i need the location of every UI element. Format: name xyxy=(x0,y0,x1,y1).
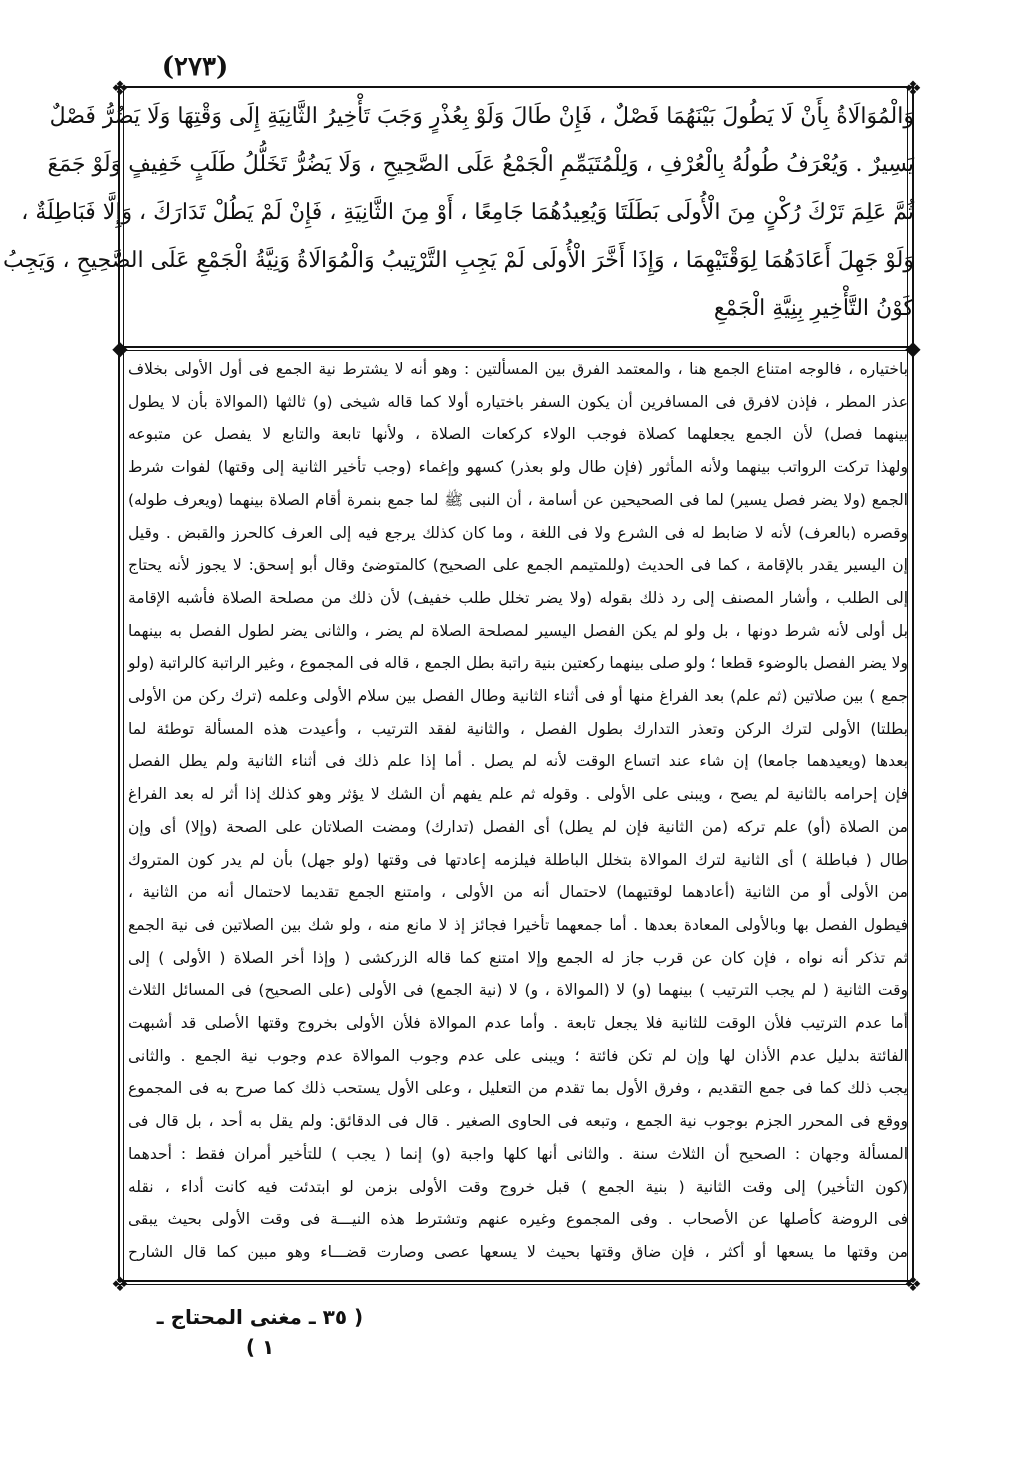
sharh-text-block xyxy=(128,356,908,1274)
sharh-line: المسألة وجهان : الصحيح أن الثلاث سنة . والثانى أنها كلها واجبة (و) إنما ( يجب ) للتأخير أمران فقط : أحدهما xyxy=(128,1144,908,1163)
sharh-line: وقصره (بالعرف) لأنه لا ضابط له فى الشرع ولا فى اللغة ، وما كان كذلك يرجع فيه إلى العرف كالحرز والقبض . وقيل xyxy=(128,523,908,542)
sharh-line: ولا يضر الفصل بالوضوء قطعا ؛ ولو صلى بينهما ركعتين بنية راتبة بطل الجمع ، قاله فى المجموع ، وغير الراتبة كالراتبة (ولو xyxy=(128,654,908,673)
sharh-line: فيطول الفصل بها وبالأولى المعادة بعدها . أما جمعهما تأخيرا فجائز إذ لا مانع منه ، ولو شك بين الصلاتين فى نية الجمع xyxy=(128,915,908,934)
footer-signature: ( ٣٥ ـ مغنى المحتاج ـ ١ ) xyxy=(156,1305,364,1359)
sharh-line: إلى الطلب ، وأشار المصنف إلى رد ذلك بقوله (ولا يضر تخلل طلب خفيف) لأن ذلك من مصلحة الصلاة فأشبه الإقامة xyxy=(128,588,908,607)
sharh-line: يجب ذلك كما فى جمع التقديم ، وفرق الأول بما تقدم من التعليل ، وعلى الأول يستحب ذلك كما صرح به فى المجموع xyxy=(128,1079,908,1098)
sharh-line: ولهذا تركت الرواتب بينهما ولأنه المأثور (فإن طال ولو بعذر) كسهو وإغماء (وجب تأخير الثانية إلى وقتها) لفوات شرط xyxy=(128,458,908,477)
ornament-mid-left-icon: ◆ xyxy=(112,336,128,360)
sharh-line: ووقع فى المحرر الجزم بوجوب نية الجمع ، وتبعه فى الحاوى الصغير . قال فى الدقائق: ولم يقل به أحد ، بل قال فى xyxy=(128,1112,908,1131)
matn-sharh-separator-thin xyxy=(118,350,914,351)
matn-sharh-separator xyxy=(118,346,914,348)
sharh-line: (كون التأخير) إلى وقت الثانية ( بنية الجمع ) قبل خروج وقت الأولى بزمن لو ابتدئت فيه كانت أداء ، نقله xyxy=(128,1177,908,1196)
sharh-line: فى الروضة كأصلها عن الأصحاب . وفى المجموع وغيره عنهم وتشترط هذه النيـــة فى وقت الأولى بحيث يبقى xyxy=(128,1210,908,1229)
ornament-top-right-icon: ❖ xyxy=(904,76,922,100)
sharh-line: بعدها (ويعيدهما جامعا) إن شاء عند اتساع الوقت لأنه لم يصل . أما إذا علم ذلك فى أثناء الثانية ولم يطل الفصل xyxy=(128,752,908,771)
matn-text-block xyxy=(3,92,914,344)
sharh-line: الجمع (ولا يضر فصل يسير) لما فى الصحيحين عن أسامة ، أن النبى ﷺ لما جمع بنمرة أقام الصلاة بينهما (ويعرف طوله) xyxy=(128,490,908,509)
frame-bottom-rule xyxy=(118,1280,914,1282)
sharh-line: عذر المطر ، فإذن لافرق فى المسافرين أن يكون السفر باختياره أولا كما قاله شيخى (و) ثالثها (الموالاة بأن لا يطول xyxy=(128,392,908,411)
sharh-line: إن اليسير يقدر بالإقامة ، كما فى الحديث (وللمتيمم الجمع على الصحيح) كالمتوضئ وقال أبو إسحق: لا يجوز لأنه يحتاج xyxy=(128,556,908,575)
matn-line: ثُمَّ عَلِمَ تَرْكَ رُكْنٍ مِنَ الْأُولَى بَطَلَتَا وَيُعِيدُهُمَا جَامِعًا ، أَوْ مِنَ الثَّانِيَةِ ، فَإِنْ لَمْ يَطُلْ تَدَارَكَ ، وَإِلَّا فَبَاطِلَةٌ ، xyxy=(21,200,914,225)
sharh-line: طال ( فباطلة ) أى الثانية لترك الموالاة بتخلل الباطلة فيلزمه إعادتها فى وقتها (ولو جهل) بأن لم يدر كون المتروك xyxy=(128,850,908,869)
ornament-mid-right-icon: ◆ xyxy=(905,336,921,360)
matn-line: كَوْنُ التَّأْخِيرِ بِنِيَّةِ الْجَمْعِ xyxy=(713,296,914,321)
sharh-line: ثم تذكر أنه نواه ، فإن كان عن قرب جاز له الجمع وإلا امتنع كما قاله الزركشى ( وإذا أخر الصلاة ( الأولى ) إلى xyxy=(128,948,908,967)
sharh-line: الفائتة بدليل عدم الأذان لها وإن لم تكن فائتة ؛ ويبنى على عدم وجوب الموالاة عدم وجوب نية الجمع . والثانى xyxy=(128,1046,908,1065)
sharh-line: بل أولى لأنه شرط دونها ، بل ولو لم يكن الفصل اليسير لمصلحة الصلاة لم يضر ، والثانى يضر لطول الفصل به بينهما xyxy=(128,621,908,640)
sharh-line: جمع ) بين صلاتين (ثم علم) بعد الفراغ منها أو فى أثناء الثانية وطال الفصل بين سلام الأولى وعلمه (ترك ركن من الأولى xyxy=(128,687,908,705)
sharh-line: من وقتها ما يسعها أو أكثر ، فإن ضاق وقتها بحيث لا يسعها عصى وصارت قضـــاء وهو مبين كما قال الشارح xyxy=(128,1242,908,1261)
ornament-bottom-left-icon: ❖ xyxy=(111,1272,129,1296)
sharh-line: بطلتا) الأولى لترك الركن وتعذر التدارك بطول الفصل ، والثانية لفقد الترتيب ، وأعيدت هذه المسألة توطئة لما xyxy=(128,719,908,738)
sharh-line: فإن إحرامه بالثانية لم يصح ، ويبنى على الأولى . وقوله ثم علم يفهم أن الشك لا يؤثر وهو كذلك إذا أثر له بعد الفراغ xyxy=(128,785,908,804)
sharh-line: بينهما فصل) لأن الجمع يجعلهما كصلاة فوجب الولاء كركعات الصلاة ، ولأنها تابعة والتابع لا يفصل عن متبوعه xyxy=(128,425,908,444)
frame-bottom-rule-thin xyxy=(118,1284,914,1285)
matn-line: يَسِيرٌ . وَيُعْرَفُ طُولُهُ بِالْعُرْفِ ، وَلِلْمُتَيَمِّمِ الْجَمْعُ عَلَى الصَّحِيحِ ، وَلَا يَضُرُّ تَخَلُّلُ طَلَبٍ خَفِيفٍ وَلَوْ جَمَعَ xyxy=(47,152,914,177)
sharh-line: وقت الثانية ( لم يجب الترتيب ) بينهما (و) لا (الموالاة ، و) لا (نية الجمع) فى الأولى (على الصحيح) فى المسائل الثلاث xyxy=(128,981,908,1000)
matn-line: وَلَوْ جَهِلَ أَعَادَهُمَا لِوَقْتَيْهِمَا ، وَإِذَا أَخَّرَ الْأُولَى لَمْ يَجِبِ التَّرْتِيبُ وَالْمُوَالَاةُ وَنِيَّةُ الْجَمْعِ عَلَى الصَّحِيحِ ، وَيَجِبُ xyxy=(3,248,914,273)
sharh-line: باختياره ، فالوجه امتناع الجمع هنا ، والمعتمد الفرق بين المسألتين : وهو أنه لا يشترط نية الجمع فى أول الأولى بخلاف xyxy=(128,360,908,378)
matn-line: وَالْمُوَالَاةُ بِأَنْ لَا يَطُولَ بَيْنَهُمَا فَصْلٌ ، فَإِنْ طَالَ وَلَوْ بِعُذْرٍ وَجَبَ تَأْخِيرُ الثَّانِيَةِ إِلَى وَقْتِهَا وَلَا يَضُرُّ فَصْلٌ xyxy=(49,104,914,129)
page-number: (٢٧٣) xyxy=(161,52,229,82)
sharh-line: من الصلاة (أو) علم تركه (من الثانية فإن لم يطل) أى الفصل (تدارك) ومضت الصلاتان على الصحة (وإلا) أى وإن xyxy=(128,817,908,836)
frame-top-rule xyxy=(118,86,914,88)
sharh-line: من الأولى أو من الثانية (أعادهما لوقتيهما) لاحتمال أنه من الأولى ، وامتنع الجمع تقديما لاحتمال أنه من الثانية ، xyxy=(128,883,908,902)
sharh-line: أما عدم الترتيب فلأن الوقت للثانية فلا يجعل تابعة . وأما عدم الموالاة فلأن الأولى بخروج وقتها الأصلى قد أشبهت xyxy=(128,1014,908,1032)
ornament-bottom-right-icon: ❖ xyxy=(904,1272,922,1296)
ornament-top-left-icon: ❖ xyxy=(111,76,129,100)
